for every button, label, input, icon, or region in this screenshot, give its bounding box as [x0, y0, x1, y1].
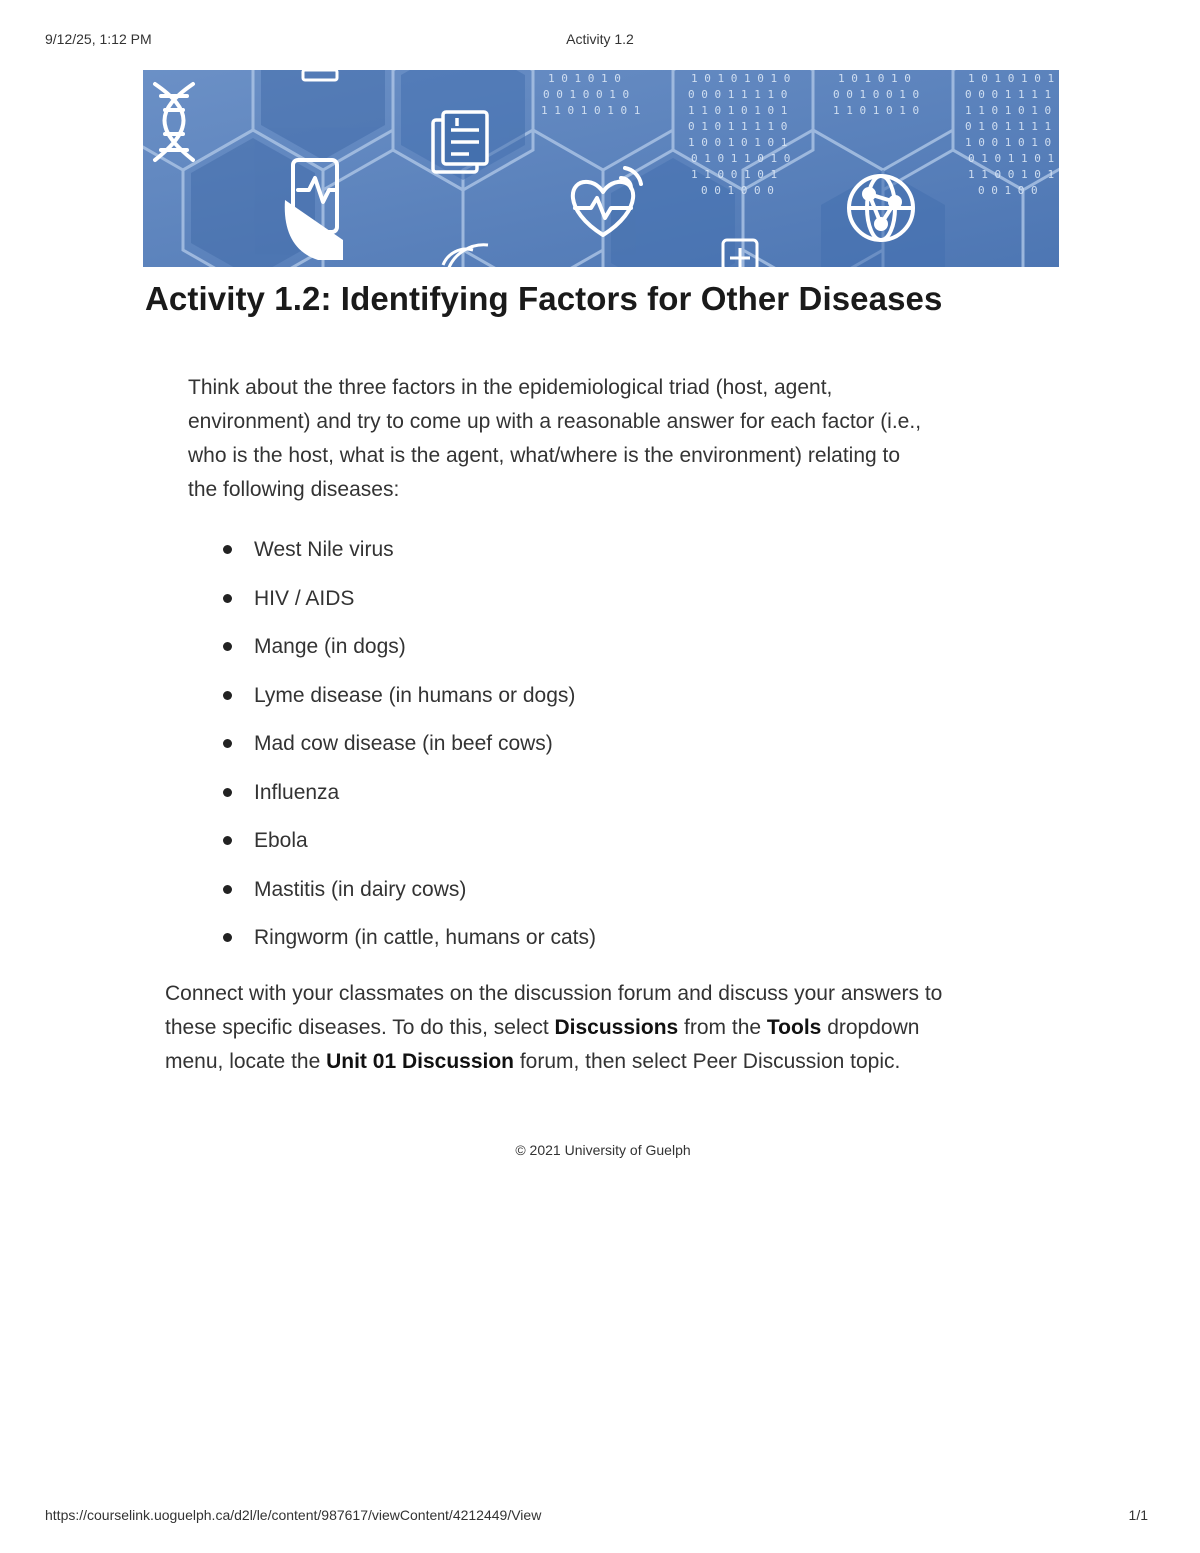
list-item [218, 920, 596, 969]
tools-label: Tools [766, 1016, 822, 1039]
list-item [218, 823, 596, 872]
svg-text:0 0 0 1 1 1 1: 0 0 0 1 1 1 1 [965, 88, 1052, 101]
instructions-text: Connect with your classmates on the discussion forum and discuss your answers to these specific diseases. To do this, select [165, 982, 943, 1039]
disease-name: Mad cow disease (in beef cows) [254, 732, 553, 755]
svg-text:1 0 1 0 1 0 1 0: 1 0 1 0 1 0 1 0 [691, 72, 791, 85]
print-page-title: Activity 1.2 [566, 31, 634, 47]
bullet-icon [223, 933, 232, 942]
copyright-notice: © 2021 University of Guelph [515, 1142, 691, 1158]
list-item [218, 629, 596, 678]
print-url: https://courselink.uoguelph.ca/d2l/le/content/987617/viewContent/4212449/View [45, 1507, 542, 1523]
disease-name: Mange (in dogs) [254, 635, 406, 658]
bullet-icon [223, 642, 232, 651]
disease-name: Lyme disease (in humans or dogs) [254, 683, 576, 707]
svg-text:0 0 1 0 0 0: 0 0 1 0 0 0 [701, 184, 774, 197]
svg-text:1 0 1 0 1 0 1: 1 0 1 0 1 0 1 [968, 72, 1055, 85]
svg-text:1 0 1 0 1 0: 1 0 1 0 1 0 [548, 72, 621, 85]
svg-text:1 1 0 1 0 1 0 1: 1 1 0 1 0 1 0 1 [688, 104, 788, 117]
bullet-icon [223, 836, 232, 845]
instructions-paragraph [165, 977, 965, 1079]
list-item [218, 581, 596, 630]
svg-text:1 0 1 0 1 0: 1 0 1 0 1 0 [838, 72, 911, 85]
svg-text:0 0 1 0 0: 0 0 1 0 0 [978, 184, 1038, 197]
svg-text:1 0 0 1 0 1 0 1: 1 0 0 1 0 1 0 1 [688, 136, 788, 149]
svg-text:0 1 0 1 1 1 1: 0 1 0 1 1 1 1 [965, 120, 1052, 133]
svg-text:1 1 0 0 1 0 1: 1 1 0 0 1 0 1 [968, 168, 1055, 181]
disease-name: Influenza [254, 780, 340, 804]
svg-text:1 1 0 1 0 1 0: 1 1 0 1 0 1 0 [965, 104, 1052, 117]
bullet-icon [223, 691, 232, 700]
svg-text:0 1 0 1 1 0 1: 0 1 0 1 1 0 1 [968, 152, 1055, 165]
svg-text:1 1 0 1 0 1 0 1: 1 1 0 1 0 1 0 1 [541, 104, 641, 117]
svg-text:1 1 0 1 0 1 0: 1 1 0 1 0 1 0 [833, 104, 920, 117]
banner-image [143, 70, 1059, 267]
disease-name: West Nile virus [254, 538, 394, 561]
disease-name: Ringworm (in cattle, humans or cats) [254, 926, 596, 949]
bullet-icon [223, 788, 232, 797]
svg-text:1 1 0 0 1 0 1: 1 1 0 0 1 0 1 [691, 168, 778, 181]
disease-list [218, 532, 596, 969]
intro-paragraph: Think about the three factors in the epidemiological triad (host, agent, environment) and try to come up with a reasonable answer for each factor (i.e., who is the host, what is the agent, what/where is the environment) relating to the following diseases: [188, 376, 922, 501]
list-item [218, 872, 596, 921]
disease-name: Mastitis (in dairy cows) [254, 877, 467, 901]
discussions-label: Discussions [554, 1016, 679, 1039]
bullet-icon [223, 739, 232, 748]
svg-text:0 0 0 1 1 1 1 0: 0 0 0 1 1 1 1 0 [688, 88, 788, 101]
bullet-icon [223, 545, 232, 554]
print-page-number: 1/1 [1128, 1507, 1148, 1523]
instructions-text: from the [678, 1016, 767, 1039]
list-item [218, 726, 596, 775]
disease-name: Ebola [254, 829, 308, 852]
unit-discussion-label: Unit 01 Discussion [326, 1050, 514, 1073]
print-datetime: 9/12/25, 1:12 PM [45, 31, 152, 47]
svg-text:0 1 0 1 1 0 1 0: 0 1 0 1 1 0 1 0 [691, 152, 791, 165]
bullet-icon [223, 594, 232, 603]
svg-text:0 1 0 1 1 1 1 0: 0 1 0 1 1 1 1 0 [688, 120, 788, 133]
svg-text:0 0 1 0 0 1 0: 0 0 1 0 0 1 0 [833, 88, 920, 101]
svg-text:0 0 1 0 0 1 0: 0 0 1 0 0 1 0 [543, 88, 630, 101]
svg-text:1 0 0 1 0 1 0: 1 0 0 1 0 1 0 [965, 136, 1052, 149]
list-item [218, 532, 596, 581]
instructions-text: forum, then select Peer Discussion topic. [514, 1050, 901, 1073]
page-title: Activity 1.2: Identifying Factors for Other Diseases [145, 280, 943, 317]
instructions-text: dropdown menu, locate the [165, 1016, 920, 1073]
disease-name: HIV / AIDS [254, 586, 355, 610]
list-item [218, 678, 596, 727]
list-item [218, 775, 596, 824]
bullet-icon [223, 885, 232, 894]
